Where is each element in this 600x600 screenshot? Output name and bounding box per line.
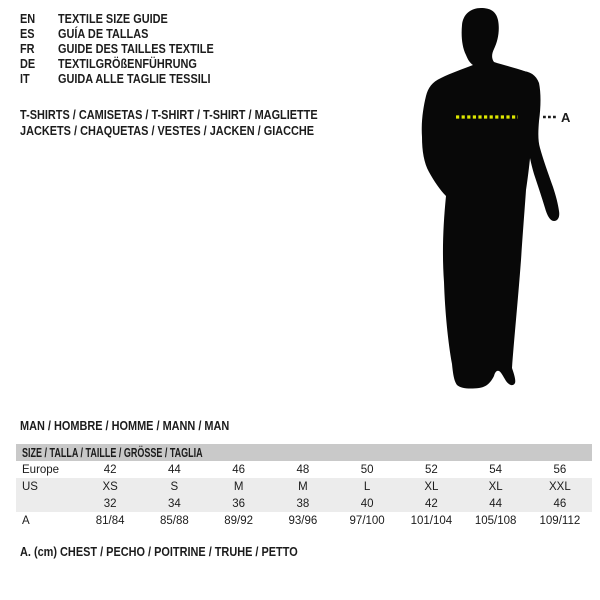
table-row-europe xyxy=(16,461,592,478)
size-cell: 32 xyxy=(103,497,117,510)
language-row-de xyxy=(20,56,243,71)
size-cell: 52 xyxy=(424,463,438,476)
size-cell: 50 xyxy=(360,463,374,476)
size-cell: 48 xyxy=(296,463,310,476)
size-cell: 101/104 xyxy=(410,514,453,527)
table-row-numeric xyxy=(16,495,592,512)
size-cell: 44 xyxy=(489,497,503,510)
garment-categories xyxy=(20,107,374,138)
size-cell: 85/88 xyxy=(159,514,189,527)
size-cell: 42 xyxy=(424,497,438,510)
man-silhouette xyxy=(422,8,536,389)
size-cell: XS xyxy=(102,480,118,493)
size-cell: 36 xyxy=(232,497,246,510)
man-figure xyxy=(398,0,600,400)
size-cell: 81/84 xyxy=(95,514,125,527)
size-cell: 109/112 xyxy=(539,514,581,527)
language-label: GUÍA DE TALLAS xyxy=(58,26,149,41)
row-label: A xyxy=(22,514,30,527)
size-cell: 54 xyxy=(489,463,503,476)
category-line-tshirts: T-SHIRTS / CAMISETAS / T-SHIRT / T-SHIRT / MAGLIETTE xyxy=(20,107,318,122)
size-cell: 56 xyxy=(553,463,567,476)
measure-footnote: A. (cm) CHEST / PECHO / POITRINE / TRUHE / PETTO xyxy=(20,544,298,559)
measure-label-a: A xyxy=(561,110,571,125)
size-cell: 105/108 xyxy=(474,514,517,527)
size-table-header: SIZE / TALLA / TAILLE / GRÖSSE / TAGLIA xyxy=(16,444,592,461)
row-label: Europe xyxy=(22,463,60,476)
language-row-fr xyxy=(20,41,243,56)
language-row-en xyxy=(20,11,243,26)
language-code: IT xyxy=(20,71,30,86)
size-cell: XXL xyxy=(549,480,571,493)
size-cell: 42 xyxy=(103,463,117,476)
section-title-man: MAN / HOMBRE / HOMME / MANN / MAN xyxy=(20,418,230,433)
language-guide-list xyxy=(20,11,243,86)
size-cell: 44 xyxy=(167,463,181,476)
row-label: US xyxy=(22,480,38,493)
size-cell: XL xyxy=(424,480,439,493)
language-code: FR xyxy=(20,41,35,56)
language-label: TEXTILGRÖßENFÜHRUNG xyxy=(58,56,197,71)
table-row-us xyxy=(16,478,592,495)
size-cell: 38 xyxy=(296,497,310,510)
language-code: EN xyxy=(20,11,36,26)
language-code: DE xyxy=(20,56,36,71)
size-table xyxy=(16,444,592,529)
size-cell: M xyxy=(233,480,244,493)
language-row-es xyxy=(20,26,243,41)
size-cell: 34 xyxy=(167,497,181,510)
size-cell: M xyxy=(298,480,308,493)
table-row-chest-a xyxy=(16,512,592,529)
language-code: ES xyxy=(20,26,35,41)
language-row-it xyxy=(20,71,243,86)
size-cell: 89/92 xyxy=(224,514,254,527)
size-cell: S xyxy=(170,480,179,493)
language-label: TEXTILE SIZE GUIDE xyxy=(58,11,168,26)
category-line-jackets: JACKETS / CHAQUETAS / VESTES / JACKEN / GIACCHE xyxy=(20,122,315,138)
size-cell: 46 xyxy=(232,463,246,476)
size-cell: 46 xyxy=(553,497,567,510)
size-cell: 40 xyxy=(360,497,374,510)
size-cell: XL xyxy=(488,480,503,493)
size-cell: 97/100 xyxy=(349,514,385,527)
language-label: GUIDA ALLE TAGLIE TESSILI xyxy=(58,71,211,86)
size-cell: 93/96 xyxy=(288,514,318,527)
language-label: GUIDE DES TAILLES TEXTILE xyxy=(58,41,214,56)
size-cell: L xyxy=(363,480,371,493)
